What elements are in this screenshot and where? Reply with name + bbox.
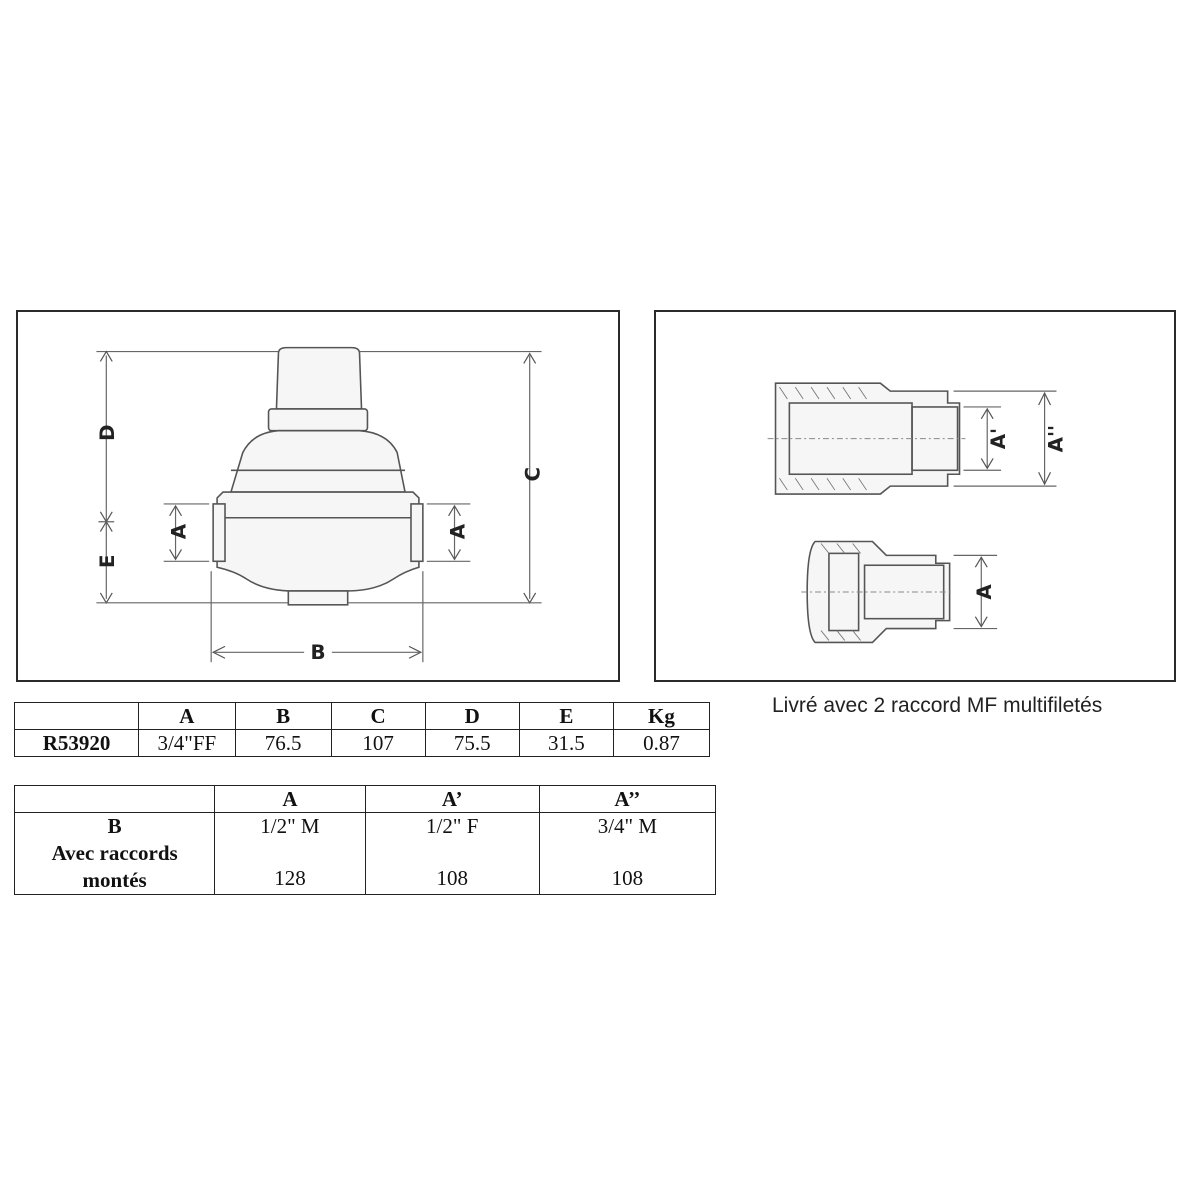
label-d: D	[96, 424, 120, 441]
label-a-double-prime: A''	[1044, 424, 1068, 453]
fittings-table	[14, 785, 716, 895]
fitting-upper	[768, 383, 966, 494]
table-row	[15, 730, 710, 757]
value-cell: 0.87	[613, 730, 709, 757]
label-a-right: A	[446, 523, 470, 540]
reducer-body	[213, 348, 423, 605]
fitting-length: 128	[274, 866, 306, 890]
fitting-cell-a	[215, 813, 365, 895]
label-a-prime: A'	[987, 427, 1011, 450]
fittings-header-row	[15, 786, 716, 813]
label-a-bottom: A	[973, 584, 997, 600]
header-cell: D	[425, 703, 519, 730]
value-cell: 107	[331, 730, 425, 757]
fitting-thread: 3/4" M	[597, 814, 658, 838]
label-e: E	[96, 554, 120, 569]
row-label-line: B	[107, 814, 122, 838]
header-cell: A’’	[539, 786, 715, 813]
fitting-thread: 1/2" F	[426, 814, 479, 838]
header-cell: A	[215, 786, 365, 813]
header-cell: E	[519, 703, 613, 730]
label-a-left: A	[167, 523, 191, 540]
dimensions-header-row	[15, 703, 710, 730]
fitting-lower	[801, 542, 953, 643]
fitting-length: 108	[611, 866, 644, 890]
header-cell: Kg	[613, 703, 709, 730]
header-cell	[15, 786, 215, 813]
row-label-line: Avec raccords	[51, 841, 178, 865]
fitting-thread: 1/2" M	[260, 814, 320, 838]
value-cell: 3/4"FF	[139, 730, 235, 757]
reducer-drawing-panel	[16, 310, 620, 682]
fitting-length: 108	[436, 866, 468, 890]
fittings-drawing-panel	[654, 310, 1176, 682]
row-label-line: montés	[82, 868, 147, 892]
reducer-drawing	[18, 312, 618, 680]
dimensions-table	[14, 702, 710, 757]
value-cell: 31.5	[519, 730, 613, 757]
fitting-cell-a-prime	[365, 813, 539, 895]
value-cell: 75.5	[425, 730, 519, 757]
header-cell: A’	[365, 786, 539, 813]
header-cell	[15, 703, 139, 730]
fittings-drawing	[656, 312, 1174, 680]
header-cell: A	[139, 703, 235, 730]
header-cell: C	[331, 703, 425, 730]
table-row	[15, 813, 716, 895]
header-cell: B	[235, 703, 331, 730]
value-cell: 76.5	[235, 730, 331, 757]
reference-cell: R53920	[15, 730, 139, 757]
label-b: B	[310, 641, 326, 665]
fittings-caption: Livré avec 2 raccord MF multifiletés	[772, 694, 1103, 717]
row-label-cell	[15, 813, 215, 895]
label-c: C	[521, 466, 545, 482]
fitting-cell-a-double-prime	[539, 813, 715, 895]
